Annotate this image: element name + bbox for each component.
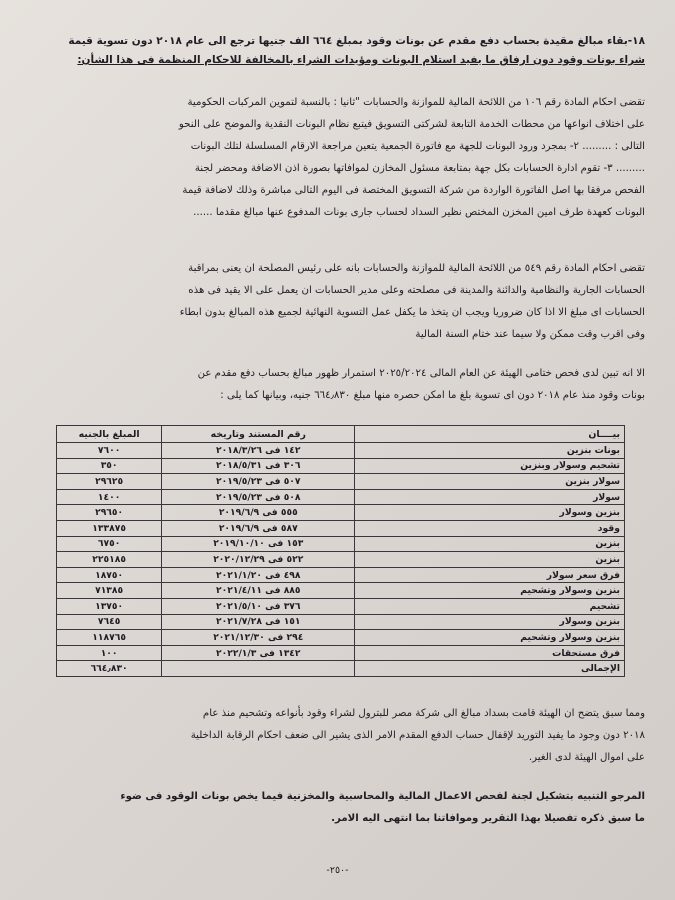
row-description: فرق مستحقات — [355, 645, 625, 661]
row-document: ١٥١ فى ٢٠٢١/٧/٢٨ — [162, 614, 355, 630]
row-amount: ١٤٠٠ — [57, 489, 162, 505]
table-row — [57, 520, 625, 536]
row-document: ٥٠٨ فى ٢٠١٩/٥/٢٣ — [162, 489, 355, 505]
text-line: تقضى احكام المادة رقم ١٠٦ من اللائحة المالية للموازنة والحسابات "ثانيا : بالنسبة لتموين المركبات الحكومية — [187, 97, 645, 108]
header-document: رقم المستند وتاريخه — [162, 426, 355, 443]
page-number: -٢٥٠- — [326, 865, 349, 876]
row-description: تشحيم وسولار وبنزين — [355, 458, 625, 474]
paragraph-recommendation — [40, 786, 645, 830]
text-line: بونات وقود منذ عام ٢٠١٨ دون اى تسوية بلغ ما امكن حصره منها مبلغ ٦٦٤٫٨٣٠ جنيه، وبيانها كما يلى : — [220, 390, 645, 401]
table-row — [57, 536, 625, 552]
row-description: وقود — [355, 520, 625, 536]
row-amount: ١٠٠ — [57, 645, 162, 661]
row-description: بنزين وسولار وتشحيم — [355, 583, 625, 599]
text-line: الفحص مرفقا بها اصل الفاتورة الواردة من شركة التسويق المختصة فى اليوم التالى مباشرة وذلك لاضافة قيمة — [182, 185, 645, 196]
table-row — [57, 567, 625, 583]
text-line: المرجو التنبيه بتشكيل لجنة لفحص الاعمال المالية والمحاسبية والمخزنية فيما يخص بونات الوقود فى ضوء — [120, 791, 645, 802]
table-header-row — [57, 426, 625, 443]
row-document: ٣٧٦ فى ٢٠٢١/٥/١٠ — [162, 598, 355, 614]
section-heading — [40, 32, 645, 70]
table-row — [57, 630, 625, 646]
text-line: التالى : ......... ٢- بمجرد ورود البونات للجهة مع فاتورة الجمعية يتعين مراجعة الارقام المسلسلة لتلك البونات — [190, 141, 645, 152]
row-document: ٥٨٧ فى ٢٠١٩/٦/٩ — [162, 520, 355, 536]
row-document: ١٤٢ فى ٢٠١٨/٣/٢٦ — [162, 443, 355, 459]
row-document: ٨٨٥ فى ٢٠٢١/٤/١١ — [162, 583, 355, 599]
text-line: البونات كعهدة طرف امين المخزن المختص نظير السداد لحساب جارى بونات المدفوع عنها مبالغ مقدما ...... — [193, 207, 645, 218]
table-row — [57, 645, 625, 661]
row-amount: ١٣٧٥٠ — [57, 598, 162, 614]
heading-line-2: شراء بونات وقود دون ارفاق ما يفيد استلام البونات ومؤيدات الشراء بالمخالفة للاحكام المنظمة فى هذا الشأن: — [77, 54, 645, 66]
prepayment-table — [56, 425, 625, 677]
row-amount: ٦٧٥٠ — [57, 536, 162, 552]
row-amount: ٣٥٠ — [57, 458, 162, 474]
table-row — [57, 505, 625, 521]
text-line: الا انه تبين لدى فحص ختامى الهيئة عن العام المالى ٢٠٢٥/٢٠٢٤ استمرار ظهور مبالغ بحساب دفع مقدم عن — [197, 368, 645, 379]
text-line: ما سبق ذكره تفصيلا بهذا التقرير وموافاتنا بما انتهى اليه الامر. — [331, 813, 645, 824]
table-body — [57, 443, 625, 661]
row-description: بنزين وسولار — [355, 505, 625, 521]
row-document: ٢٩٤ فى ٢٠٢١/١٢/٣٠ — [162, 630, 355, 646]
text-line: تقضى احكام المادة رقم ٥٤٩ من اللائحة المالية للموازنة والحسابات بانه على رئيس المصلحة ان يعنى بمراقبة — [188, 263, 645, 274]
row-description: بنزين وسولار وتشحيم — [355, 630, 625, 646]
paragraph-article-549 — [40, 258, 645, 346]
table-row — [57, 458, 625, 474]
row-description: بنزين وسولار — [355, 614, 625, 630]
text-line: ٢٠١٨ دون وجود ما يفيد التوريد لإقفال حساب الدفع المقدم الامر الذى يشير الى ضعف احكام الرقابة الداخلية — [190, 730, 645, 741]
header-amount: المبلغ بالجنيه — [57, 426, 162, 443]
row-document: ٣٠٦ فى ٢٠١٨/٥/٣١ — [162, 458, 355, 474]
row-document: ٥٥٥ فى ٢٠١٩/٦/٩ — [162, 505, 355, 521]
text-line: وفى اقرب وقت ممكن ولا سيما عند ختام السنة المالية — [415, 329, 645, 340]
row-amount: ١٣٣٨٧٥ — [57, 520, 162, 536]
row-description: بنزين — [355, 552, 625, 568]
row-description: تشحيم — [355, 598, 625, 614]
table-row — [57, 614, 625, 630]
paragraph-conclusion — [40, 703, 645, 769]
row-document: ٤٩٨ فى ٢٠٢١/١/٢٠ — [162, 567, 355, 583]
table-row — [57, 583, 625, 599]
row-document: ١٥٣ فى ٢٠١٩/١٠/١٠ — [162, 536, 355, 552]
header-description: بيــــان — [355, 426, 625, 443]
total-amount: ٦٦٤٫٨٣٠ — [57, 661, 162, 677]
table-row — [57, 474, 625, 490]
row-amount: ٧١٣٨٥ — [57, 583, 162, 599]
row-description: بنزين — [355, 536, 625, 552]
row-description: بونات بنزين — [355, 443, 625, 459]
table-row — [57, 489, 625, 505]
row-document: ١٣٤٢ فى ٢٠٢٢/١/٣ — [162, 645, 355, 661]
row-amount: ٧٦٤٥ — [57, 614, 162, 630]
table-row — [57, 598, 625, 614]
row-amount: ٧٦٠٠ — [57, 443, 162, 459]
text-line: ومما سبق يتضح ان الهيئة قامت بسداد مبالغ الى شركة مصر للبترول لشراء وقود بأنواعه وتشحيم منذ عام — [202, 708, 645, 719]
total-label: الإجمالى — [355, 661, 625, 677]
row-description: سولار بنزين — [355, 474, 625, 490]
table-row — [57, 552, 625, 568]
row-description: فرق سعر سولار — [355, 567, 625, 583]
paragraph-article-106 — [40, 92, 645, 224]
paragraph-finding — [40, 363, 645, 407]
text-line: الحسابات اى مبلغ الا اذا كان ضروريا ويجب ان يتخذ ما يكفل عمل التسوية النهائية لجميع هذه المبالغ بدون ابطاء — [179, 307, 645, 318]
row-document: ٥٢٢ فى ٢٠٢٠/١٢/٢٩ — [162, 552, 355, 568]
table-total-row — [57, 661, 625, 677]
row-amount: ١٨٧٥٠ — [57, 567, 162, 583]
row-amount: ٢٩٦٢٥ — [57, 474, 162, 490]
heading-line-1: ١٨-بقاء مبالغ مقيدة بحساب دفع مقدم عن بونات وقود بمبلغ ٦٦٤ الف جنيها ترجع الى عام ٢٠١٨ دون تسوية قيمة — [68, 35, 645, 47]
text-line: الحسابات الجارية والنظامية والدائنة والمدينة فى مصلحته وعلى مدير الحسابات ان يعمل على الا يقيد فى هذه — [188, 285, 645, 296]
row-amount: ١١٨٧٦٥ — [57, 630, 162, 646]
text-line: على اختلاف انواعها من محطات الخدمة التابعة لشركتى التسويق فيتبع نظام البونات النقدية والموضح على النحو — [178, 119, 645, 130]
table-row — [57, 443, 625, 459]
row-description: سولار — [355, 489, 625, 505]
text-line: على اموال الهيئة لدى الغير. — [528, 752, 645, 763]
row-amount: ٢٢٥١٨٥ — [57, 552, 162, 568]
total-document — [162, 661, 355, 677]
row-document: ٥٠٧ فى ٢٠١٩/٥/٢٣ — [162, 474, 355, 490]
text-line: ......... ٣- تقوم ادارة الحسابات بكل جهة بمتابعة مسئول المخازن لموافاتها بصورة اذن الاضافة ومحضر لجنة — [194, 163, 645, 174]
row-amount: ٢٩٦٥٠ — [57, 505, 162, 521]
